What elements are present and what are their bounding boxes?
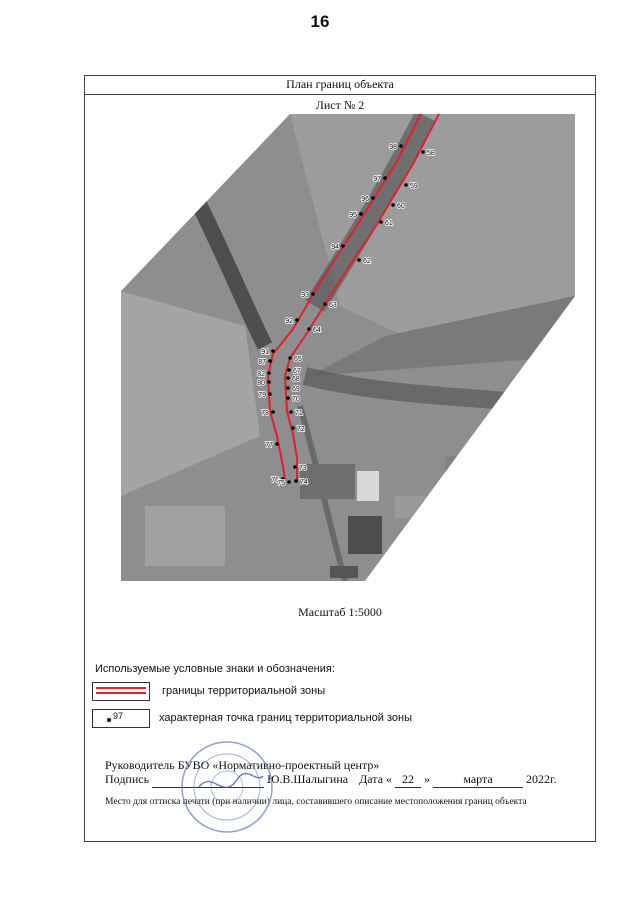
signer-name: Ю.В.Шалыгина (267, 772, 349, 786)
point-96-marker (371, 196, 375, 200)
point-79-label: 79 (258, 392, 266, 399)
point-75-label: 75 (277, 480, 285, 487)
point-dot-icon (107, 718, 111, 722)
point-82-marker (267, 371, 271, 375)
point-79-marker (268, 392, 272, 396)
point-97-marker (383, 176, 387, 180)
point-95-marker (359, 212, 363, 216)
point-67-marker (287, 368, 291, 372)
point-61-marker (379, 220, 383, 224)
date-label: Дата « (359, 772, 393, 786)
point-92-label: 92 (285, 318, 293, 325)
legend-title: Используемые условные знаки и обозначения: (95, 663, 335, 675)
point-69-marker (286, 386, 290, 390)
point-67-label: 67 (293, 368, 301, 375)
stamp-note: Место для оттиска печати (при наличии) лица, составившего описание местоположения границ объекта (105, 797, 527, 807)
point-62-marker (357, 258, 361, 262)
point-63-label: 63 (329, 302, 337, 309)
legend-boundary-label: границы территориальной зоны (162, 685, 326, 697)
point-82-label: 82 (257, 371, 265, 378)
date-month: марта (433, 772, 523, 788)
point-59-marker (404, 183, 408, 187)
official-seal (178, 738, 276, 836)
point-80-label: 80 (257, 380, 265, 387)
point-64-label: 64 (313, 327, 321, 334)
legend-point-number: 97 (113, 711, 124, 721)
legend-point-label: характерная точка границ территориальной зоны (159, 712, 412, 724)
map-scale: Масштаб 1:5000 (298, 605, 382, 619)
point-74-label: 74 (300, 479, 308, 486)
date-day-close: » (424, 772, 431, 786)
point-73-label: 73 (299, 465, 307, 472)
point-87-marker (268, 359, 272, 363)
point-95-label: 95 (349, 212, 357, 219)
aerial-map (85, 76, 595, 596)
point-62-label: 62 (363, 258, 371, 265)
point-68-marker (286, 376, 290, 380)
signature-line (105, 772, 557, 788)
date-year: 2022г. (526, 772, 557, 786)
point-91-label: 91 (261, 349, 269, 356)
sheet-label: Лист № 2 (315, 98, 365, 112)
point-97-label: 97 (373, 176, 381, 183)
point-96-label: 96 (361, 196, 369, 203)
point-70-label: 70 (292, 396, 300, 403)
point-71-label: 71 (295, 410, 303, 417)
point-60-marker (391, 203, 395, 207)
point-65-label: 65 (294, 356, 302, 363)
legend-boundary-symbol (92, 682, 150, 701)
point-93-marker (311, 292, 315, 296)
point-80-marker (267, 380, 271, 384)
point-94-marker (341, 244, 345, 248)
point-78-label: 78 (261, 410, 269, 417)
point-58-marker (421, 150, 425, 154)
point-93-label: 93 (301, 292, 309, 299)
legend-point-symbol (92, 709, 150, 728)
page-number: 16 (310, 12, 330, 31)
point-91-marker (271, 349, 275, 353)
point-61-label: 61 (385, 220, 393, 227)
point-68-label: 68 (292, 376, 300, 383)
sign-label: Подпись (105, 772, 150, 786)
point-65-marker (288, 356, 292, 360)
point-73-marker (293, 465, 297, 469)
point-58-label: 58 (427, 150, 435, 157)
point-71-marker (289, 410, 293, 414)
point-98-label: 98 (389, 144, 397, 151)
plan-title: План границ объекта (85, 76, 595, 95)
plan-frame (84, 75, 596, 842)
point-70-marker (286, 396, 290, 400)
point-60-label: 60 (397, 203, 405, 210)
point-63-marker (323, 302, 327, 306)
point-74-marker (294, 479, 298, 483)
point-92-marker (295, 318, 299, 322)
point-72-marker (291, 426, 295, 430)
point-98-marker (399, 144, 403, 148)
boundary-line-icon (93, 683, 149, 700)
point-94-label: 94 (331, 244, 339, 251)
point-77-label: 77 (265, 442, 273, 449)
point-64-marker (307, 327, 311, 331)
point-87-label: 87 (258, 359, 266, 366)
point-72-label: 72 (297, 426, 305, 433)
point-78-marker (271, 410, 275, 414)
point-59-label: 59 (410, 183, 418, 190)
point-75-marker (287, 480, 291, 484)
point-77-marker (275, 442, 279, 446)
point-69-label: 69 (292, 386, 300, 393)
point-76-label: 76 (271, 477, 279, 484)
head-line: Руководитель БУВО «Нормативно-проектный центр» (105, 758, 380, 772)
date-day: 22 (395, 772, 421, 788)
